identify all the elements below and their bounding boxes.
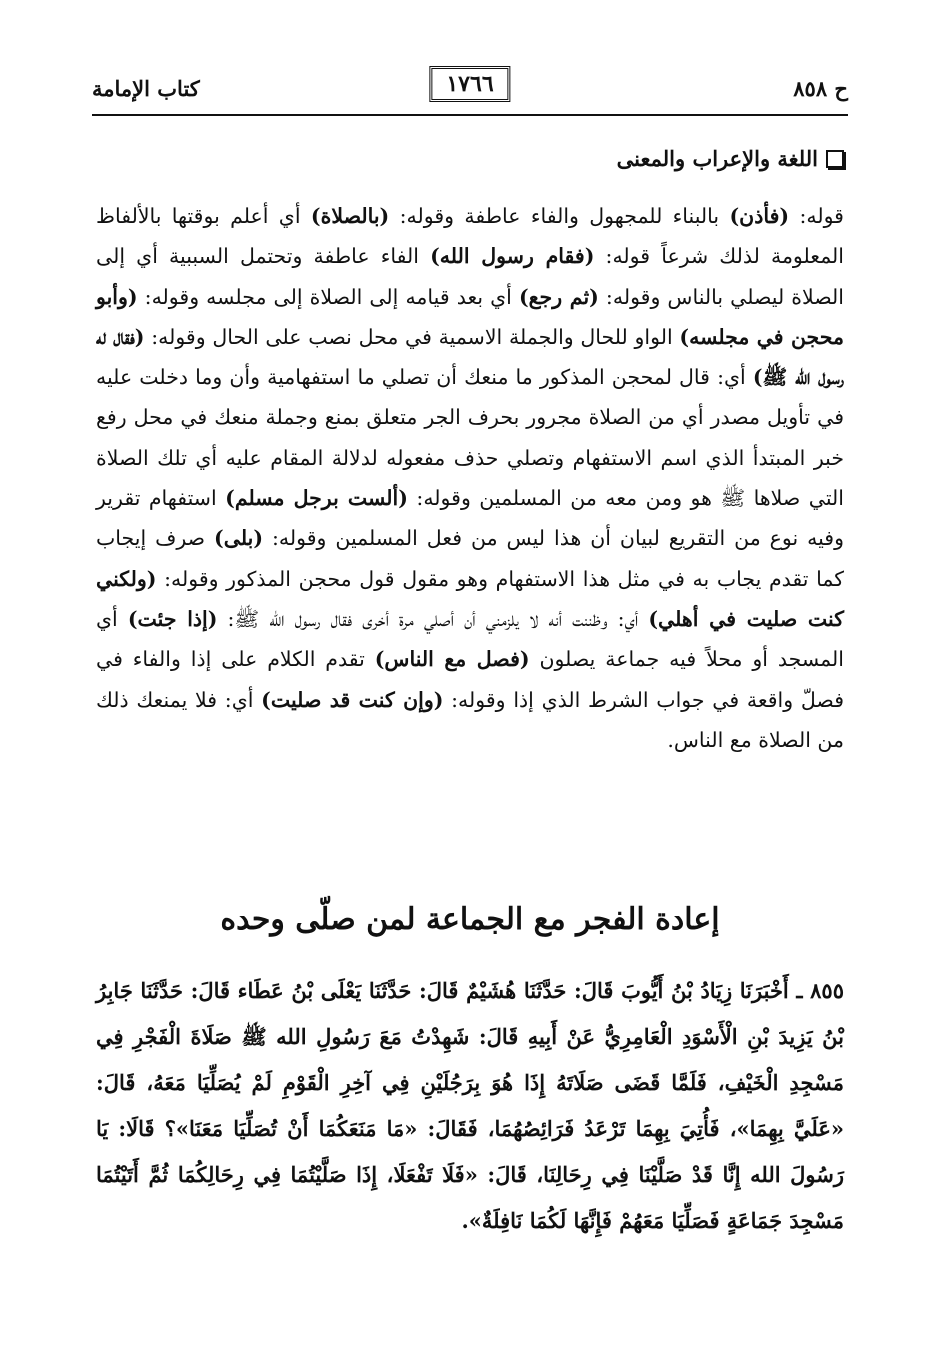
commentary-text: الفاء عاطفة وتحتمل السببية أي إلى الصلاة ليصلي بالناس وقوله: [96,244,844,309]
commentary-text: استفهام تقرير وفيه نوع من التقريع لبيان أن هذا ليس من فعل المسلمين وقوله: [96,486,845,551]
quoted-phrase: (ثم رجع) [518,284,599,309]
commentary-paragraph [96,196,844,760]
header-rule [92,114,848,116]
quoted-phrase: (فقام رسول الله) [430,244,595,269]
commentary-text: أي بعد قيامه إلى الصلاة إلى مجلسه وقوله: [137,284,519,309]
quoted-phrase: (وإن كنت قد صليت) [261,687,444,712]
commentary-text: أي: وظننت أنه لا يلزمني أن أصلي مرة أخرى فقال رسول الله ﷺ: [217,606,649,631]
section-heading [617,146,844,171]
commentary-text: قوله: [789,204,844,228]
commentary-text: أي أعلم بوقتها بالألفاظ المعلومة لذلك شرعاً قوله: [96,204,844,269]
quoted-phrase: (فأذن) [729,204,790,228]
quoted-phrase: (فصل مع الناس) [374,647,530,672]
commentary-text: صرف إيجاب كما تقدم يجاب به في مثل هذا الاستفهام وهو مقول قول محجن المذكور وقوله: [96,526,844,591]
commentary-text: الواو للحال والجملة الاسمية في محل نصب على الحال وقوله: [144,324,680,349]
quoted-phrase: (بالصلاة) [310,204,390,228]
commentary-text: تقدم الكلام على إذا والفاء في فصلّ واقعة في جواب الشرط الذي إذا وقوله: [96,647,844,712]
commentary-text: أي المسجد أو محلاً فيه جماعة يصلون [96,606,844,672]
page-reference: ح ٨٥٨ [793,75,848,101]
quoted-phrase: (وأبو محجن في مجلسه) [96,284,845,349]
quoted-phrase: (فقال له رسول الله ﷺ) [96,324,844,390]
section-heading-text: اللغة والإعراب والمعنى [616,146,818,171]
quoted-phrase: (ولكني كنت صليت في أهلي) [96,566,844,631]
book-title: كتاب الإمامة [92,75,200,101]
chapter-title: إعادة الفجر مع الجماعة لمن صلّى وحده [220,902,720,937]
quoted-phrase: (ألست برجل مسلم) [225,486,408,511]
hadith-text: ٨٥٥ ـ أَخْبَرَنَا زِيَادُ بْنُ أَيُّوبَ قَالَ: حَدَّثَنَا هُشَيْمٌ قَالَ: حَدَّثَنَا يَعْلَى بْنُ عَطَاء قَالَ: حَدَّثَنَا جَابِرُ بْنُ يَزِيدَ بْنِ الْأَسْوَدِ الْعَامِرِيُّ عَنْ أَبِيهِ قَالَ: شَهِدْتُ مَعَ رَسُولِ الله ﷺ صَلَاةَ الْفَجْرِ فِي مَسْجِدِ الْخَيْفِ، فَلَمَّا قَضَى صَلَاتَهُ إِذَا هُوَ بِرَجُلَيْنِ فِي آخِرِ الْقَوْمِ لَمْ يُصَلِّيَا مَعَهُ، قَالَ: «عَلَيَّ بِهِمَا»، فَأُتِيَ بِهِمَا تَرْعَدُ فَرَائِصُهُمَا، فَقَالَ: «مَا مَنَعَكُمَا أَنْ تُصَلِّيَا مَعَنَا»؟ قَالَا: يَا رَسُولَ الله إِنَّا قَدْ صَلَّيْنَا فِي رِحَالِنَا، قَالَ: «فَلَا تَفْعَلَا، إِذَا صَلَّيْتُمَا فِي رِحَالِكُمَا ثُمَّ أَتَيْتُمَا مَسْجِدَ جَمَاعَةٍ فَصَلِّيَا مَعَهُمْ فَإِنَّهَا لَكُمَا نَافِلَةٌ». [96,978,844,1233]
commentary-text: بالبناء للمجهول والفاء عاطفة وقوله: [389,204,730,228]
page-header [92,62,848,114]
quoted-phrase: (بلى) [214,526,264,551]
commentary-text: أي: فلا يمنعك ذلك من الصلاة مع الناس. [96,687,844,752]
commentary-text: أي: قال لمحجن المذكور ما منعك أن تصلي ما استفهامية وأن وما دخلت عليه في تأويل مصدر أي من الصلاة مجرور بحرف الجر متعلق بمنع وجملة منعك في محل رفع خبر المبتدأ الذي اسم الاستفهام وتصلي حذف مفعوله لدلالة المقام عليه أي تلك الصلاة التي صلاها ﷺ هو ومن معه من المسلمين وقوله: [96,365,844,511]
page-number: ١٧٦٦ [429,66,510,102]
checkbox-square-icon [826,150,844,168]
quoted-phrase: (إذا جئت) [127,606,218,631]
